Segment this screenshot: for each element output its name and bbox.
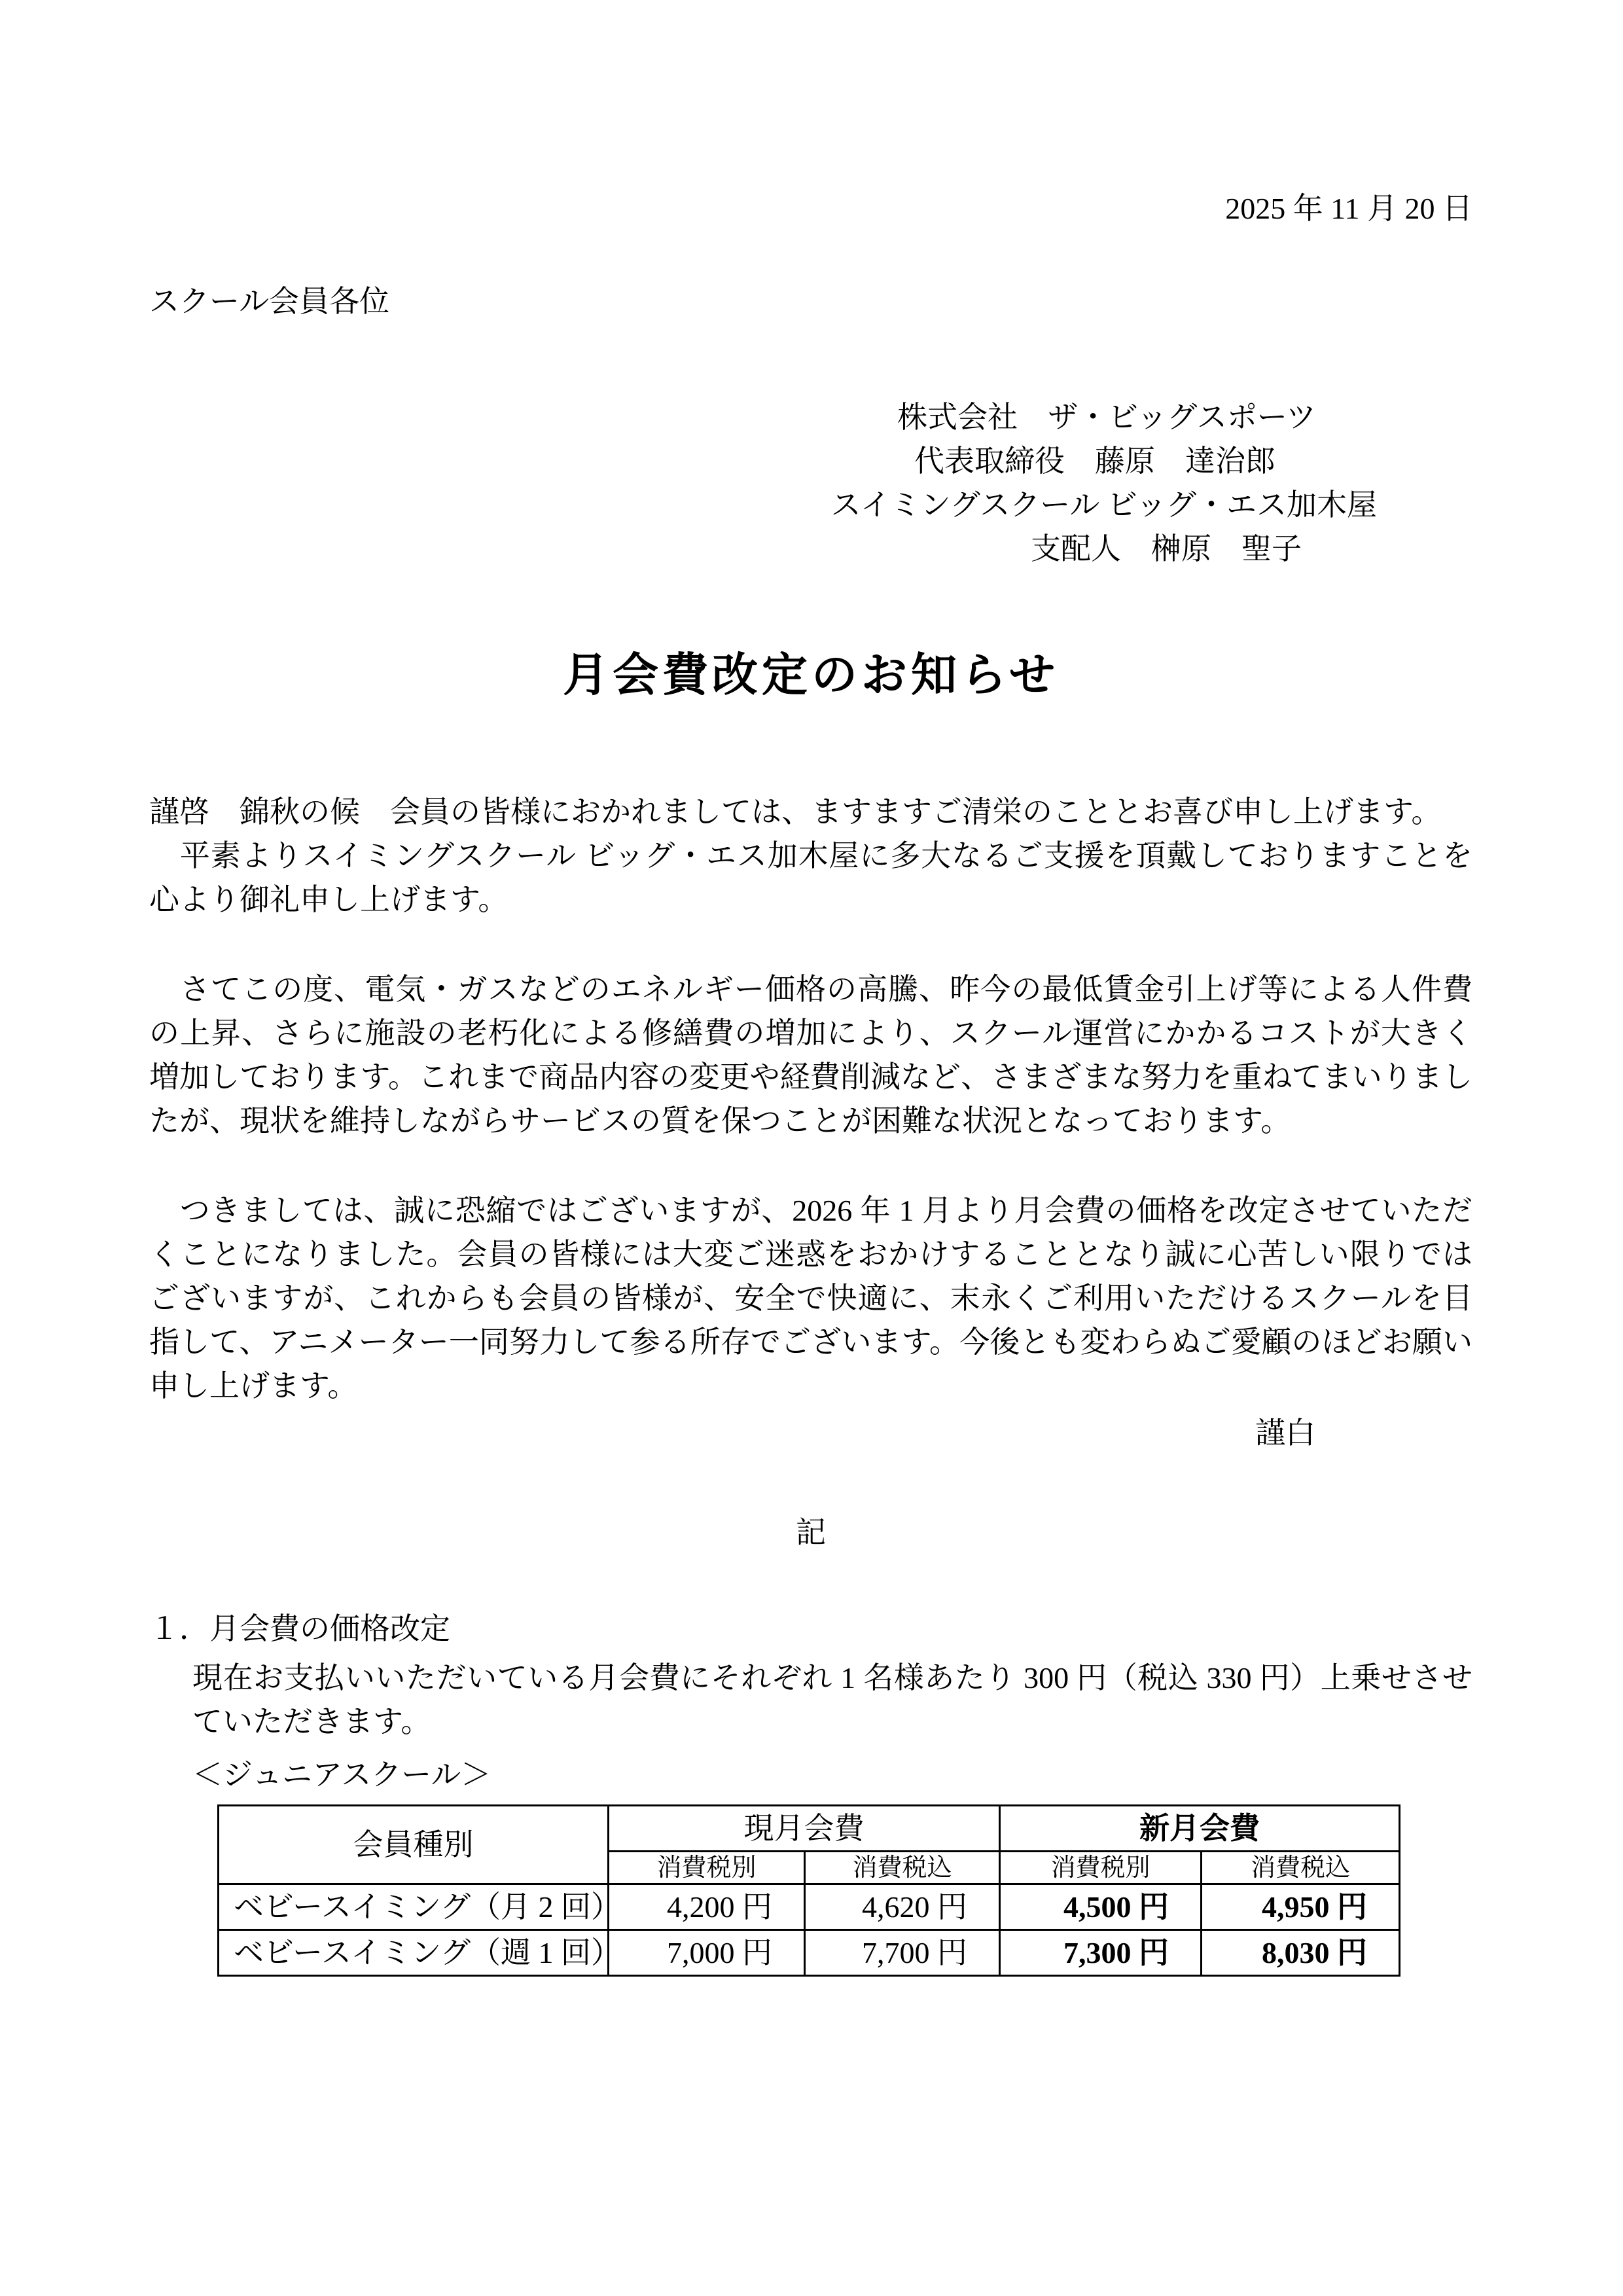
sender-president: 代表取締役 藤原 達治郎: [914, 444, 1275, 478]
sender-company: 株式会社 ザ・ビッグスポーツ: [897, 401, 1316, 434]
cell-current-tax-included: 7,700 円: [805, 1930, 1000, 1976]
section1-description: 現在お支払いいただいている月会費にそれぞれ 1 名様あたり 300 円（税込 330 円）上乗せさせていただきます。: [192, 1661, 1472, 1738]
cell-member-type: ベビースイミング（月 2 回）: [219, 1884, 609, 1930]
sender-block: [149, 395, 1472, 571]
cell-new-tax-included: 8,030 円: [1202, 1930, 1400, 1976]
paragraph-announcement: つきましては、誠に恐縮ではございますが、2026 年 1 月より月会費の価格を改定させていただくことになりました。会員の皆様には大変ご迷惑をおかけすることとなり誠に心苦しい限りではございますが、これからも会員の皆様が、安全で快適に、末永くご利用いただけるスクールを目指して、アニメーター一同努力して参る所存でございます。今後とも変わらぬご愛顧のほどお願い申し上げます。: [149, 1194, 1472, 1403]
paragraph-greeting: 謹啓 錦秋の候 会員の皆様におかれましては、ますますご清栄のこととお喜び申し上げます。: [149, 795, 1442, 829]
col-header-member-type: 会員種別: [219, 1806, 609, 1884]
sender-manager: 支配人 榊原 聖子: [1031, 532, 1302, 565]
recipient-line: スクール会員各位: [149, 285, 390, 318]
table-row-baby-swimming-monthly: [219, 1884, 1400, 1930]
cell-member-type: ベビースイミング（週 1 回）: [219, 1930, 609, 1976]
cell-current-tax-excluded: 7,000 円: [609, 1930, 805, 1976]
cell-new-tax-excluded: 7,300 円: [1000, 1930, 1202, 1976]
col-header-current-tax-included: 消費税込: [805, 1852, 1000, 1884]
paragraph-thanks: 平素よりスイミングスクール ビッグ・エス加木屋に多大なるご支援を頂戴しておりますことを心より御礼申し上げます。: [149, 839, 1472, 916]
col-header-new-fee: 新月会費: [1000, 1806, 1400, 1852]
cell-new-tax-excluded: 4,500 円: [1000, 1884, 1202, 1930]
document-title: 月会費改定のお知らせ: [563, 651, 1059, 701]
cell-new-tax-included: 4,950 円: [1202, 1884, 1400, 1930]
paragraph-background: さてこの度、電気・ガスなどのエネルギー価格の高騰、昨今の最低賃金引上げ等による人件費の上昇、さらに施設の老朽化による修繕費の増加により、スクール運営にかかるコストが大きく増加しております。これまで商品内容の変更や経費削減など、さまざまな努力を重ねてまいりましたが、現状を維持しながらサービスの質を保つことが困難な状況となっております。: [149, 973, 1472, 1138]
col-header-current-tax-excluded: 消費税別: [609, 1852, 805, 1884]
document-date: 2025 年 11 月 20 日: [1225, 192, 1472, 225]
table-row-baby-swimming-weekly: [219, 1930, 1400, 1976]
col-header-new-tax-included: 消費税込: [1202, 1852, 1400, 1884]
sender-school: スイミングスクール ビッグ・エス加木屋: [830, 488, 1377, 522]
fee-table: [217, 1804, 1400, 1977]
closing-word: 謹白: [1255, 1416, 1315, 1450]
cell-current-tax-excluded: 4,200 円: [609, 1884, 805, 1930]
record-marker: 記: [796, 1516, 826, 1549]
col-header-current-fee: 現月会費: [609, 1806, 1000, 1852]
junior-school-label: ＜ジュニアスクール＞: [192, 1758, 491, 1791]
cell-current-tax-included: 4,620 円: [805, 1884, 1000, 1930]
col-header-new-tax-excluded: 消費税別: [1000, 1852, 1202, 1884]
section1-heading: １．月会費の価格改定: [149, 1612, 450, 1645]
